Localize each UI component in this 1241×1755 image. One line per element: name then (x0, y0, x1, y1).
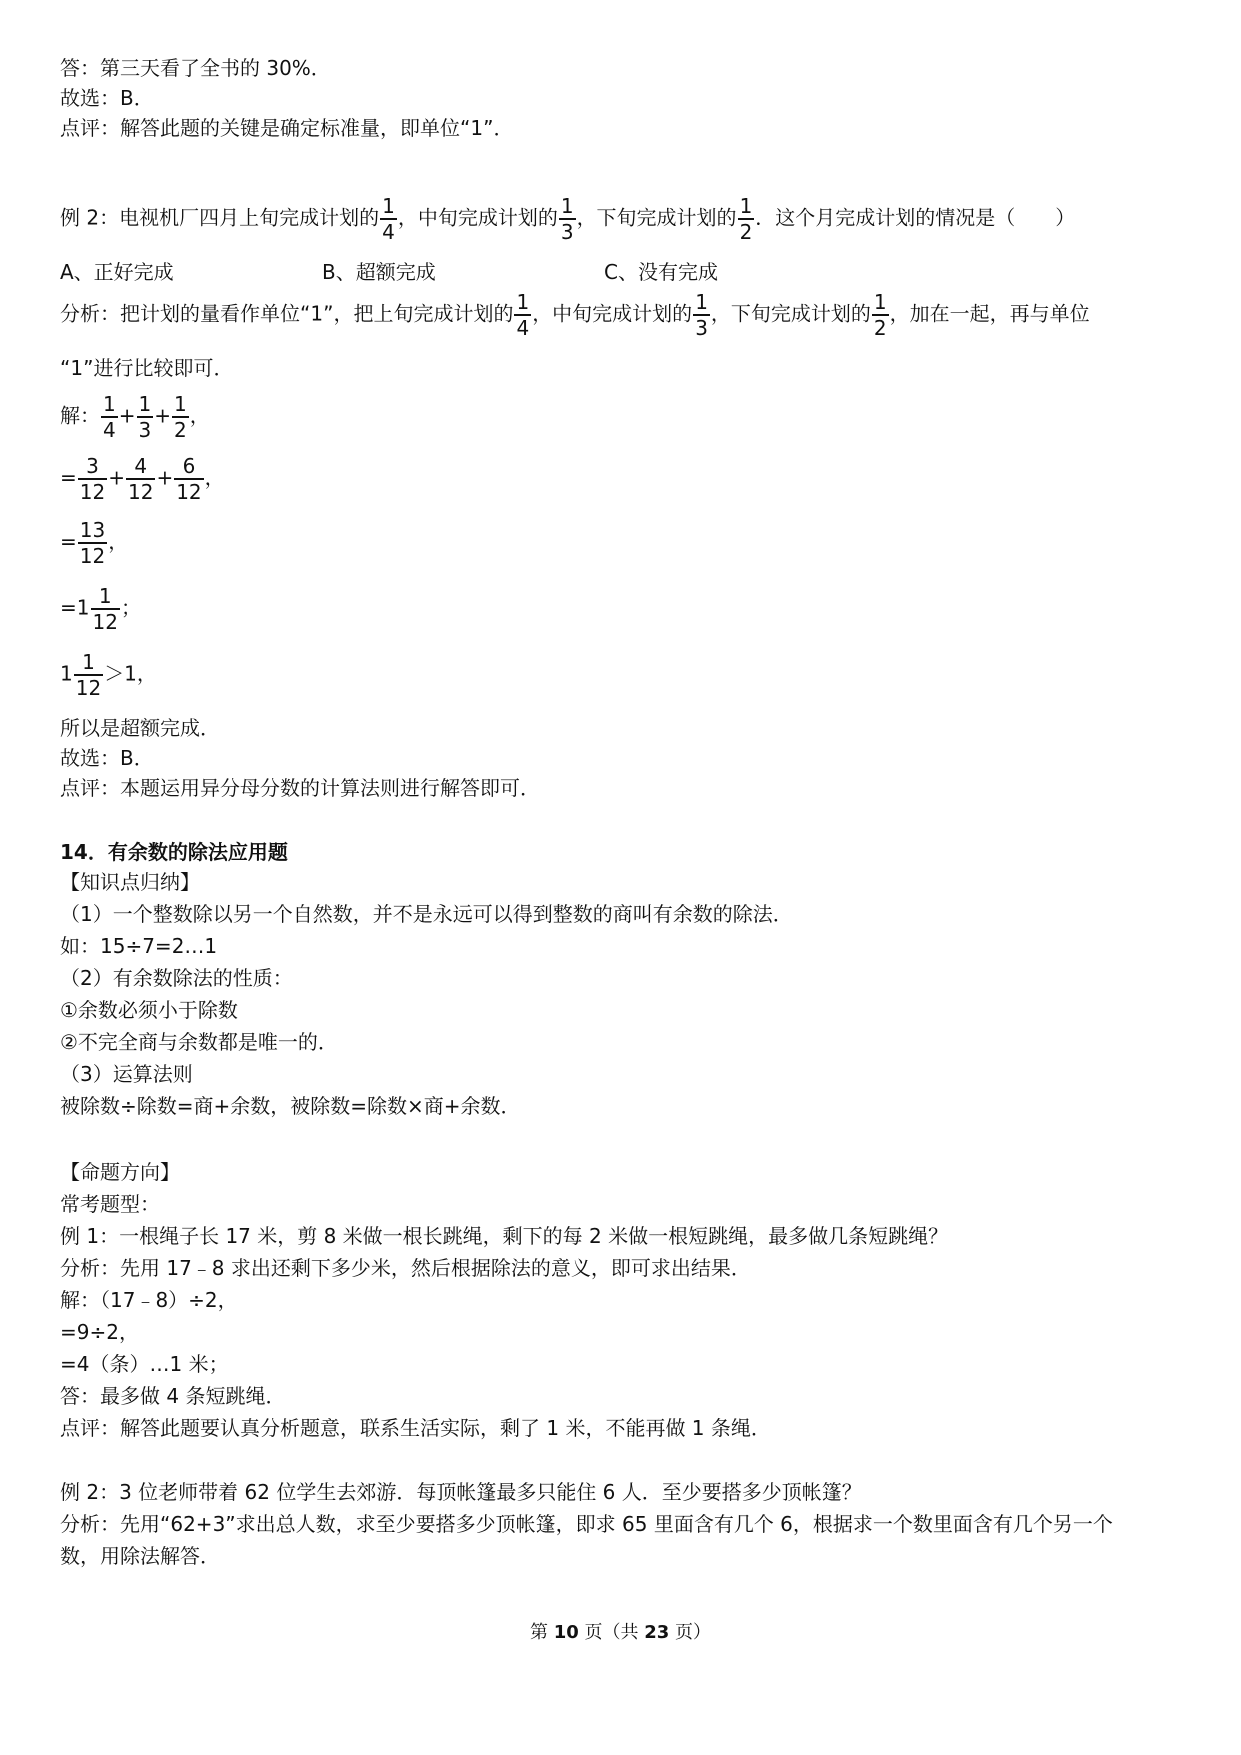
fraction: $\frac{1}{2}$ (174, 392, 187, 442)
example2b-question: 例 2：3 位老师带着 62 位学生去郊游．每顶帐篷最多只能住 6 人．至少要搭多少顶帐篷？ (60, 1480, 862, 1504)
page-footer: 第 10 页（共 23 页） (529, 1622, 712, 1643)
knowledge-line-4: ①余数必须小于除数 (60, 998, 238, 1022)
conclusion-line: 所以是超额完成． (60, 716, 220, 740)
fraction-one-third: $\frac{1}{3}$ (560, 194, 574, 244)
knowledge-line-1: （1）一个整数除以另一个自然数，并不是永远可以得到整数的商叫有余数的除法． (60, 902, 793, 926)
fraction: $\frac{13}{12}$ (79, 518, 106, 568)
knowledge-heading: 【知识点归纳】 (60, 870, 200, 894)
choice-line-2: 故选：B． (60, 746, 154, 770)
example1-step1: 解：（17﹣8）÷2， (60, 1288, 238, 1312)
fraction: $\frac{4}{12}$ (127, 454, 154, 504)
fraction-one-half: $\frac{1}{2}$ (739, 194, 753, 244)
section-title: 14．有余数的除法应用题 (60, 840, 288, 864)
knowledge-line-7: 被除数÷除数=商+余数，被除数=除数×商+余数． (60, 1094, 521, 1118)
fraction-one-half: $\frac{1}{2}$ (873, 290, 887, 340)
example1-analysis: 分析：先用 17﹣8 求出还剩下多少米，然后根据除法的意义，即可求出结果． (60, 1256, 751, 1280)
example2b-analysis-1: 分析：先用“62+3”求出总人数，求至少要搭多少顶帐篷，即求 65 里面含有几个 6，根据求一个数里面含有几个另一个 (60, 1512, 1113, 1536)
options-row (60, 262, 1160, 286)
option-c: C、没有完成 (604, 260, 718, 284)
comment-line-2: 点评：本题运用异分母分数的计算法则进行解答即可． (60, 776, 540, 800)
solution-step2: = $\frac{3}{12}$ + $\frac{4}{12}$ + $\frac{6}{12}$ ， (60, 454, 225, 504)
fraction-one-quarter: $\frac{1}{4}$ (516, 290, 530, 340)
example1-step2: =9÷2， (60, 1320, 139, 1344)
answer-line: 答：第三天看了全书的 30%． (60, 56, 331, 80)
knowledge-line-6: （3）运算法则 (60, 1062, 193, 1086)
fraction: $\frac{3}{12}$ (79, 454, 106, 504)
example2-question (60, 196, 1075, 242)
comment-line: 点评：解答此题的关键是确定标准量，即单位“1”． (60, 116, 514, 140)
fraction-one-third: $\frac{1}{3}$ (695, 290, 708, 340)
analysis-line2: “1”进行比较即可． (60, 356, 234, 380)
example1-answer: 答：最多做 4 条短跳绳． (60, 1384, 286, 1408)
example2-analysis: 分析：把计划的量看作单位“1”，把上旬完成计划的 $\frac{1}{4}$ ，中旬完成计划的 $\frac{1}{3}$ ，下旬完成计划的 $\frac{1}{2}$ ，加在一起，再与单位 (60, 290, 1090, 340)
common-types: 常考题型： (60, 1192, 160, 1216)
choice-line: 故选：B． (60, 86, 154, 110)
knowledge-line-2: 如：15÷7=2…1 (60, 934, 218, 958)
solution-step1: 解： $\frac{1}{4}$ + $\frac{1}{3}$ + $\frac{1}{2}$ ， (60, 392, 210, 442)
page-number: 10 (553, 1622, 579, 1643)
option-b: B、超额完成 (322, 260, 436, 284)
fraction-one-quarter: $\frac{1}{4}$ (382, 194, 395, 244)
q-text: 例 2：电视机厂四月上旬完成计划的 (60, 205, 380, 230)
fraction: $\frac{1}{12}$ (75, 650, 102, 700)
q-text: ，中旬完成计划的 (397, 205, 558, 230)
example1-comment: 点评：解答此题要认真分析题意，联系生活实际，剩了 1 米，不能再做 1 条绳． (60, 1416, 771, 1440)
q-text: ．这个月完成计划的情况是（ ） (755, 205, 1076, 230)
direction-heading: 【命题方向】 (60, 1160, 180, 1184)
option-a: A、正好完成 (60, 260, 174, 284)
example1-step3: =4（条）…1 米； (60, 1352, 229, 1376)
solution-step4: =1 $\frac{1}{12}$ ； (60, 584, 141, 634)
example2b-analysis-2: 数，用除法解答． (60, 1544, 220, 1568)
fraction: $\frac{1}{12}$ (92, 584, 118, 634)
fraction: $\frac{6}{12}$ (176, 454, 202, 504)
total-pages: 23 (644, 1622, 670, 1643)
q-text: ，下旬完成计划的 (576, 205, 737, 230)
fraction: $\frac{1}{4}$ (103, 392, 116, 442)
fraction: $\frac{1}{3}$ (138, 392, 152, 442)
knowledge-line-3: （2）有余数除法的性质： (60, 966, 293, 990)
solution-step5: 1 $\frac{1}{12}$ ＞1， (60, 650, 157, 700)
solution-step3: = $\frac{13}{12}$ ， (60, 518, 129, 568)
example1-question: 例 1：一根绳子长 17 米，剪 8 米做一根长跳绳，剩下的每 2 米做一根短跳绳，最多做几条短跳绳？ (60, 1224, 949, 1248)
knowledge-line-5: ②不完全商与余数都是唯一的． (60, 1030, 338, 1054)
